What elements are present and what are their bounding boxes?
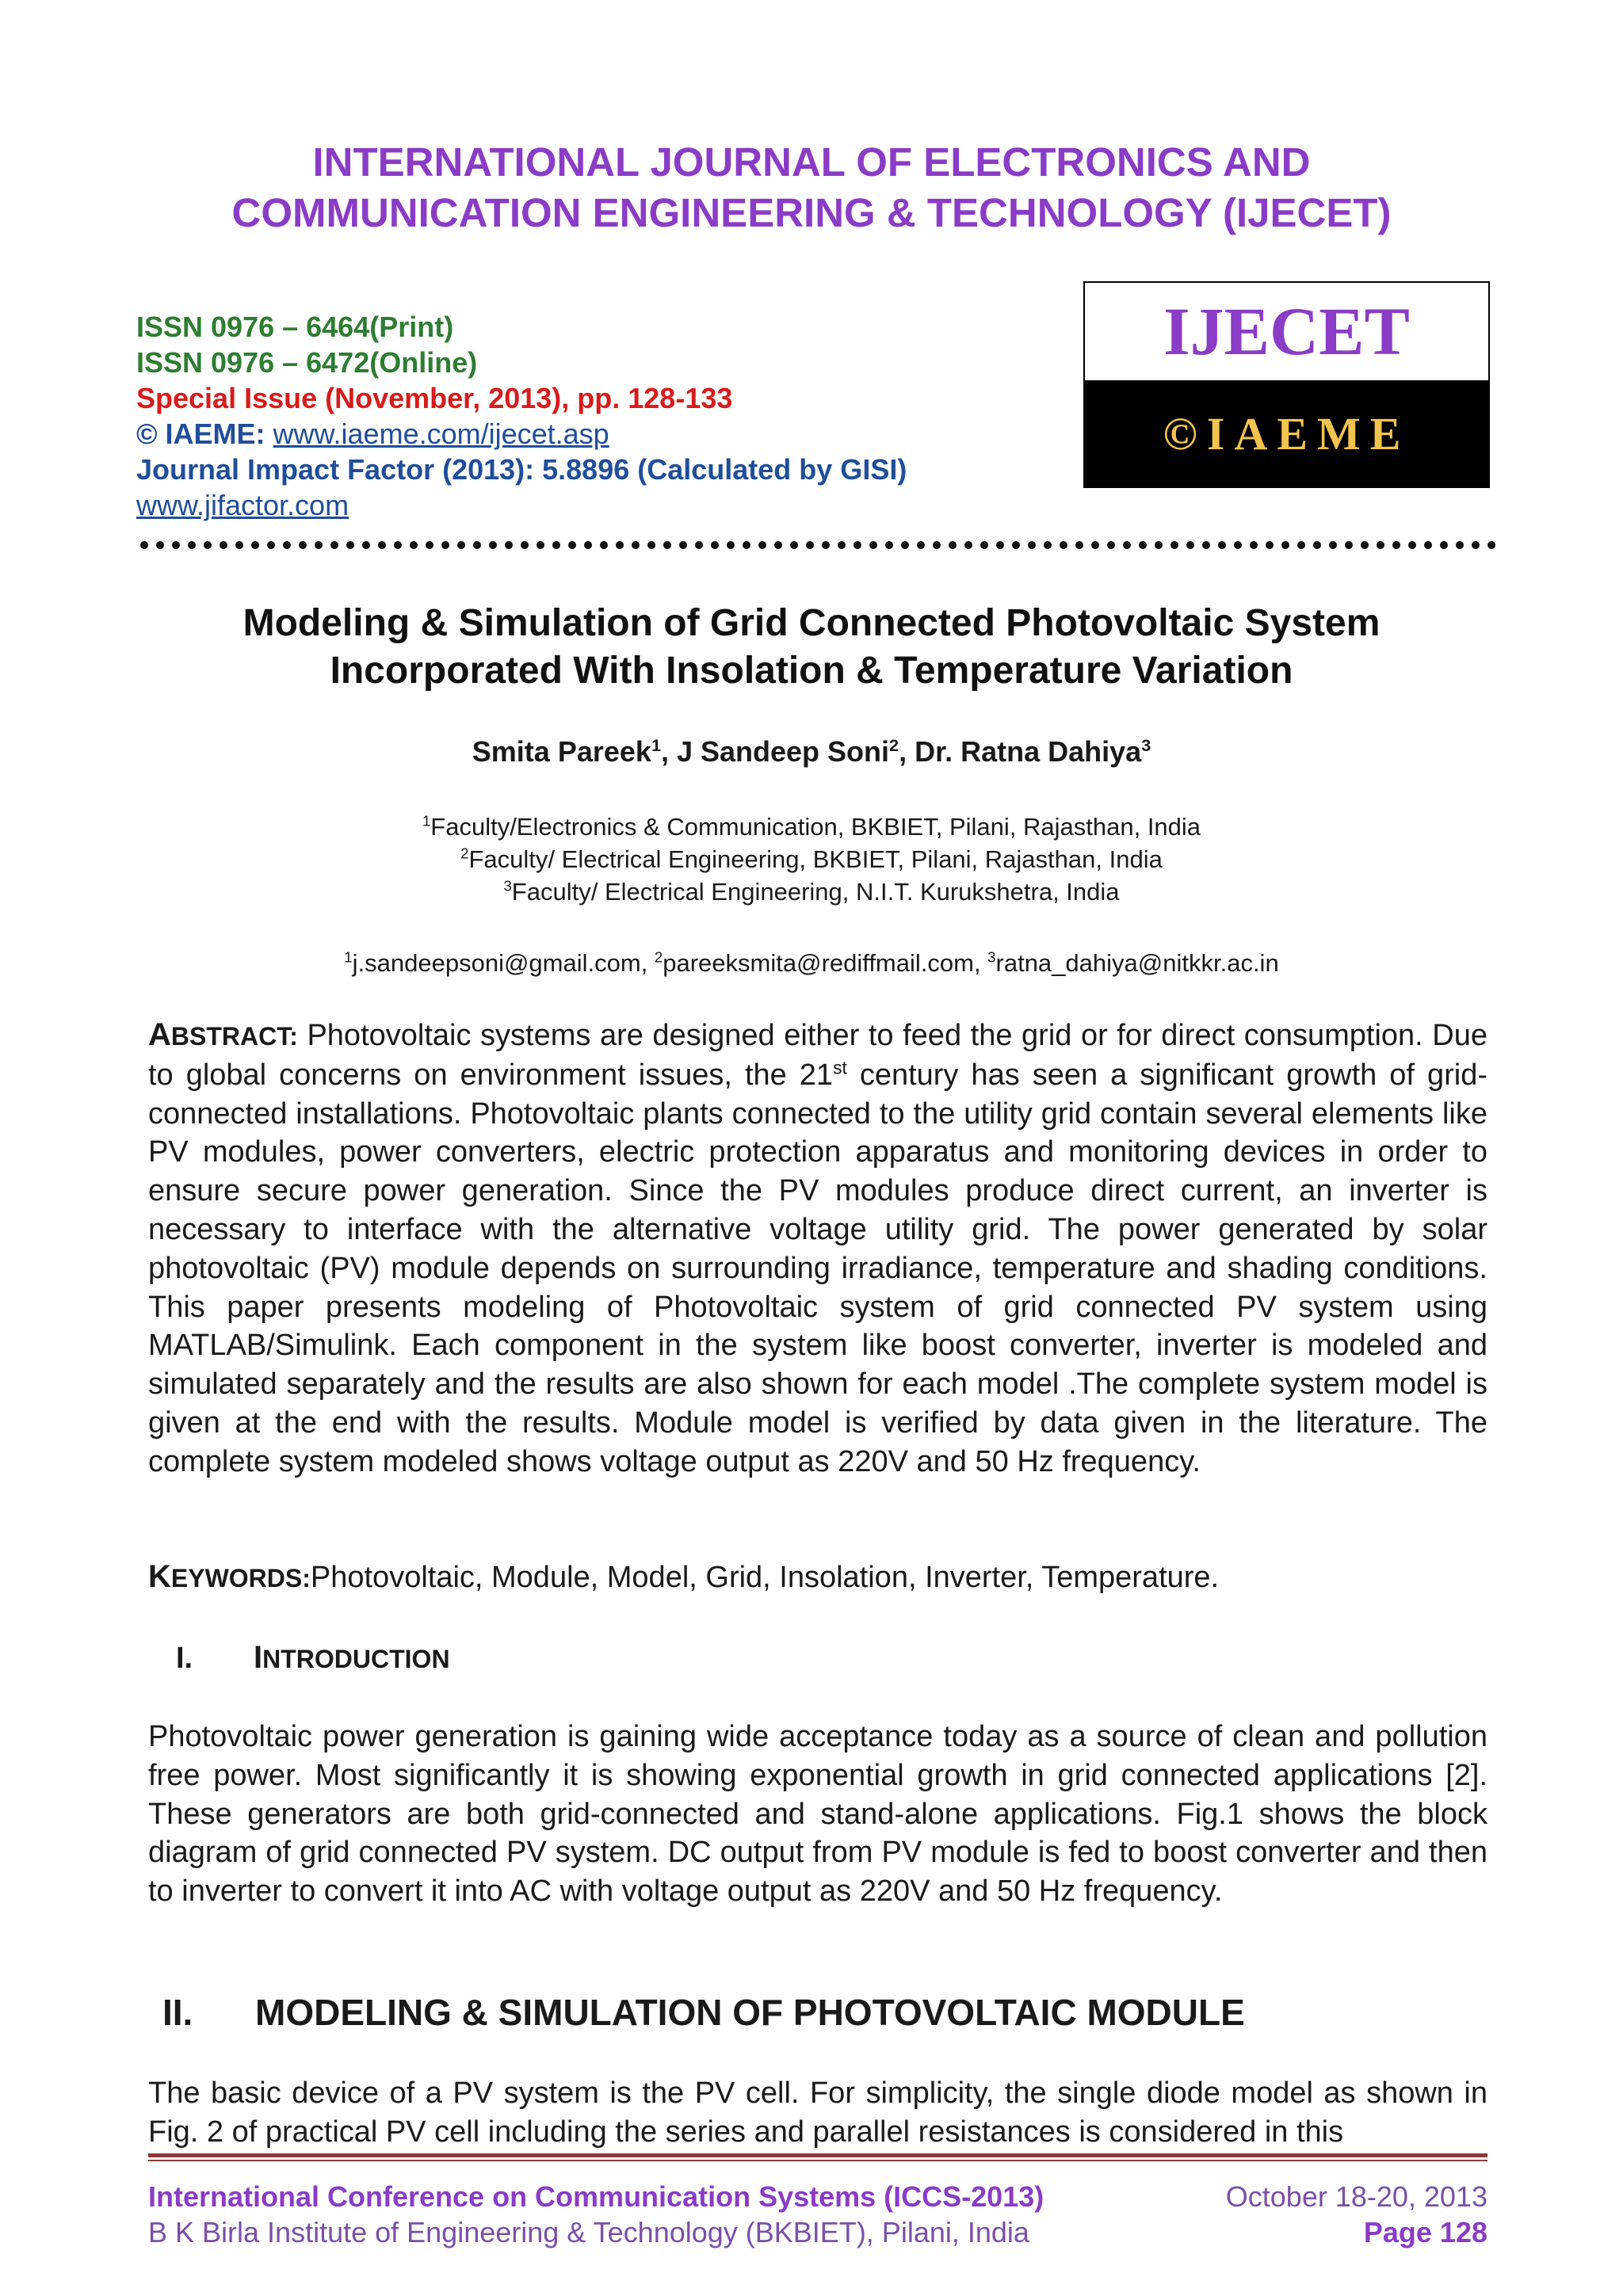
section-2-paragraph: The basic device of a PV system is the PV cell. For simplicity, the single diode model as shown in Fig. 2 of practical PV cell including the series and parallel resistances is considered in this	[148, 2077, 1487, 2149]
issn-online: ISSN 0976 – 6472(Online)	[136, 346, 478, 379]
logo-iaeme-text: ©IAEME	[1085, 382, 1488, 486]
section-2-heading	[162, 1990, 1245, 2035]
issn-print: ISSN 0976 – 6464(Print)	[136, 311, 454, 343]
author-emails	[0, 947, 1623, 979]
affiliation-item	[0, 843, 1623, 875]
section-1-paragraph: Photovoltaic power generation is gaining wide acceptance today as a source of clean and pollution free power. Most significantly it is showing exponential growth in grid connected applications [2]. These generators are both grid-connected and stand-alone applications. Fig.1 shows the block diagram of grid connected PV system. DC output from PV module is fed to boost converter and then to inverter to convert it into AC with voltage output as 220V and 50 Hz frequency.	[148, 1720, 1487, 1909]
publication-meta	[136, 309, 907, 523]
footer-page-number: Page 128	[1363, 2216, 1487, 2248]
journal-title-line-2: COMMUNICATION ENGINEERING & TECHNOLOGY (IJECET)	[231, 190, 1392, 235]
email-text: j.sandeepsoni@gmail.com,	[352, 949, 655, 977]
section-2-number: II.	[162, 1992, 193, 2033]
dotted-divider	[136, 540, 1499, 550]
affiliation-text: Faculty/ Electrical Engineering, N.I.T. Kurukshetra, India	[511, 878, 1120, 906]
section-2-title: MODELING & SIMULATION OF PHOTOVOLTAIC MODULE	[255, 1992, 1245, 2033]
author-sup: 1	[651, 735, 661, 755]
paper-title-line-2: Incorporated With Insolation & Temperature Variation	[330, 650, 1293, 692]
paper-title-line-1: Modeling & Simulation of Grid Connected Photovoltaic System	[242, 602, 1381, 644]
footer-rule	[148, 2153, 1487, 2157]
jifactor-link[interactable]: www.jifactor.com	[136, 489, 349, 521]
author-sup: 2	[889, 735, 899, 755]
affiliation-sup: 1	[422, 812, 431, 830]
affiliation-sup: 2	[460, 845, 469, 862]
iaeme-link[interactable]: www.iaeme.com/ijecet.asp	[273, 418, 609, 450]
affiliation-item	[0, 875, 1623, 908]
footer-dates: October 18-20, 2013	[1225, 2180, 1487, 2213]
author-name: Smita Pareek	[472, 735, 651, 768]
affiliation-text: Faculty/ Electrical Engineering, BKBIET, Pilani, Rajasthan, India	[468, 845, 1163, 873]
journal-title	[0, 137, 1623, 238]
author-list: Smita Pareek$^1$, J Sandeep Soni$^2$, Dr. Ratna Dahiya$^3$	[472, 735, 1151, 768]
abstract-text-part-2: century has seen a significant growth of grid- connected installations. Photovoltaic plants connected to the utility grid contain several elements like PV modules, power converters, electric protection apparatus and monitoring devices in order to ensure secure power generation. Since the PV modules produce direct current, an inverter is necessary to interface with the alternative voltage utility grid. The power generated by solar photovoltaic (PV) module depends on surrounding irradiance, temperature and shading conditions. This paper presents modeling of Photovoltaic system of grid connected PV system using MATLAB/Simulink. Each component in the system like boost converter, inverter is modeled and simulated separately and the results are also shown for each model .The complete system model is given at the end with the results. Module model is verified by data given in the literature. The complete system modeled shows voltage output as 220V and 50 Hz frequency.	[148, 1058, 1487, 1478]
author-name: J Sandeep Soni	[676, 735, 890, 768]
affiliation-item	[0, 810, 1623, 843]
footer-rule-thin	[148, 2160, 1487, 2161]
keywords-text: Photovoltaic, Module, Model, Grid, Insolation, Inverter, Temperature.	[310, 1561, 1220, 1594]
impact-factor: Journal Impact Factor (2013): 5.8896 (Calculated by GISI)	[136, 453, 907, 486]
keywords-paragraph	[148, 1558, 1487, 1598]
abstract-label: ABSTRACT:	[148, 1017, 298, 1052]
section-1-number: I.	[176, 1642, 193, 1675]
abstract-sup: st	[833, 1057, 847, 1078]
logo-ijecet-text: IJECET	[1085, 283, 1488, 382]
abstract-text-part-1: Photovoltaic systems are designed either to feed the grid or for direct consumption. Due to global concerns on environment issues, the 21	[148, 1019, 1488, 1092]
affiliation-text: Faculty/Electronics & Communication, BKBIET, Pilani, Rajasthan, India	[430, 813, 1201, 841]
footer-institute: B K Birla Institute of Engineering & Technology (BKBIET), Pilani, India	[148, 2216, 1029, 2248]
iaeme-label: © IAEME:	[136, 418, 273, 450]
affiliation-sup: 3	[503, 877, 512, 894]
keywords-label: KEYWORDS:	[148, 1559, 311, 1594]
journal-title-line-1: INTERNATIONAL JOURNAL OF ELECTRONICS AND	[312, 139, 1311, 185]
affiliations	[0, 810, 1623, 908]
author-sup: 3	[1141, 735, 1151, 755]
special-issue: Special Issue (November, 2013), pp. 128-133	[136, 382, 733, 414]
iaeme-line	[136, 416, 907, 452]
footer-left	[148, 2179, 1044, 2250]
email-text: pareeksmita@rediffmail.com,	[663, 949, 988, 977]
email-sup: 2	[654, 948, 663, 966]
paper-title	[0, 600, 1623, 695]
email-text: ratna_dahiya@nitkkr.ac.in	[995, 949, 1279, 977]
section-1-heading	[176, 1638, 450, 1678]
author-name: Dr. Ratna Dahiya	[915, 735, 1142, 768]
email-sup: 3	[987, 948, 996, 966]
abstract-paragraph	[148, 1016, 1487, 1482]
email-sup: 1	[344, 948, 353, 966]
footer-right	[1226, 2179, 1487, 2250]
ijecet-logo	[1083, 281, 1490, 488]
section-1-title: INTRODUCTION	[254, 1640, 450, 1675]
footer-conference: International Conference on Communication Systems (ICCS-2013)	[148, 2180, 1044, 2213]
